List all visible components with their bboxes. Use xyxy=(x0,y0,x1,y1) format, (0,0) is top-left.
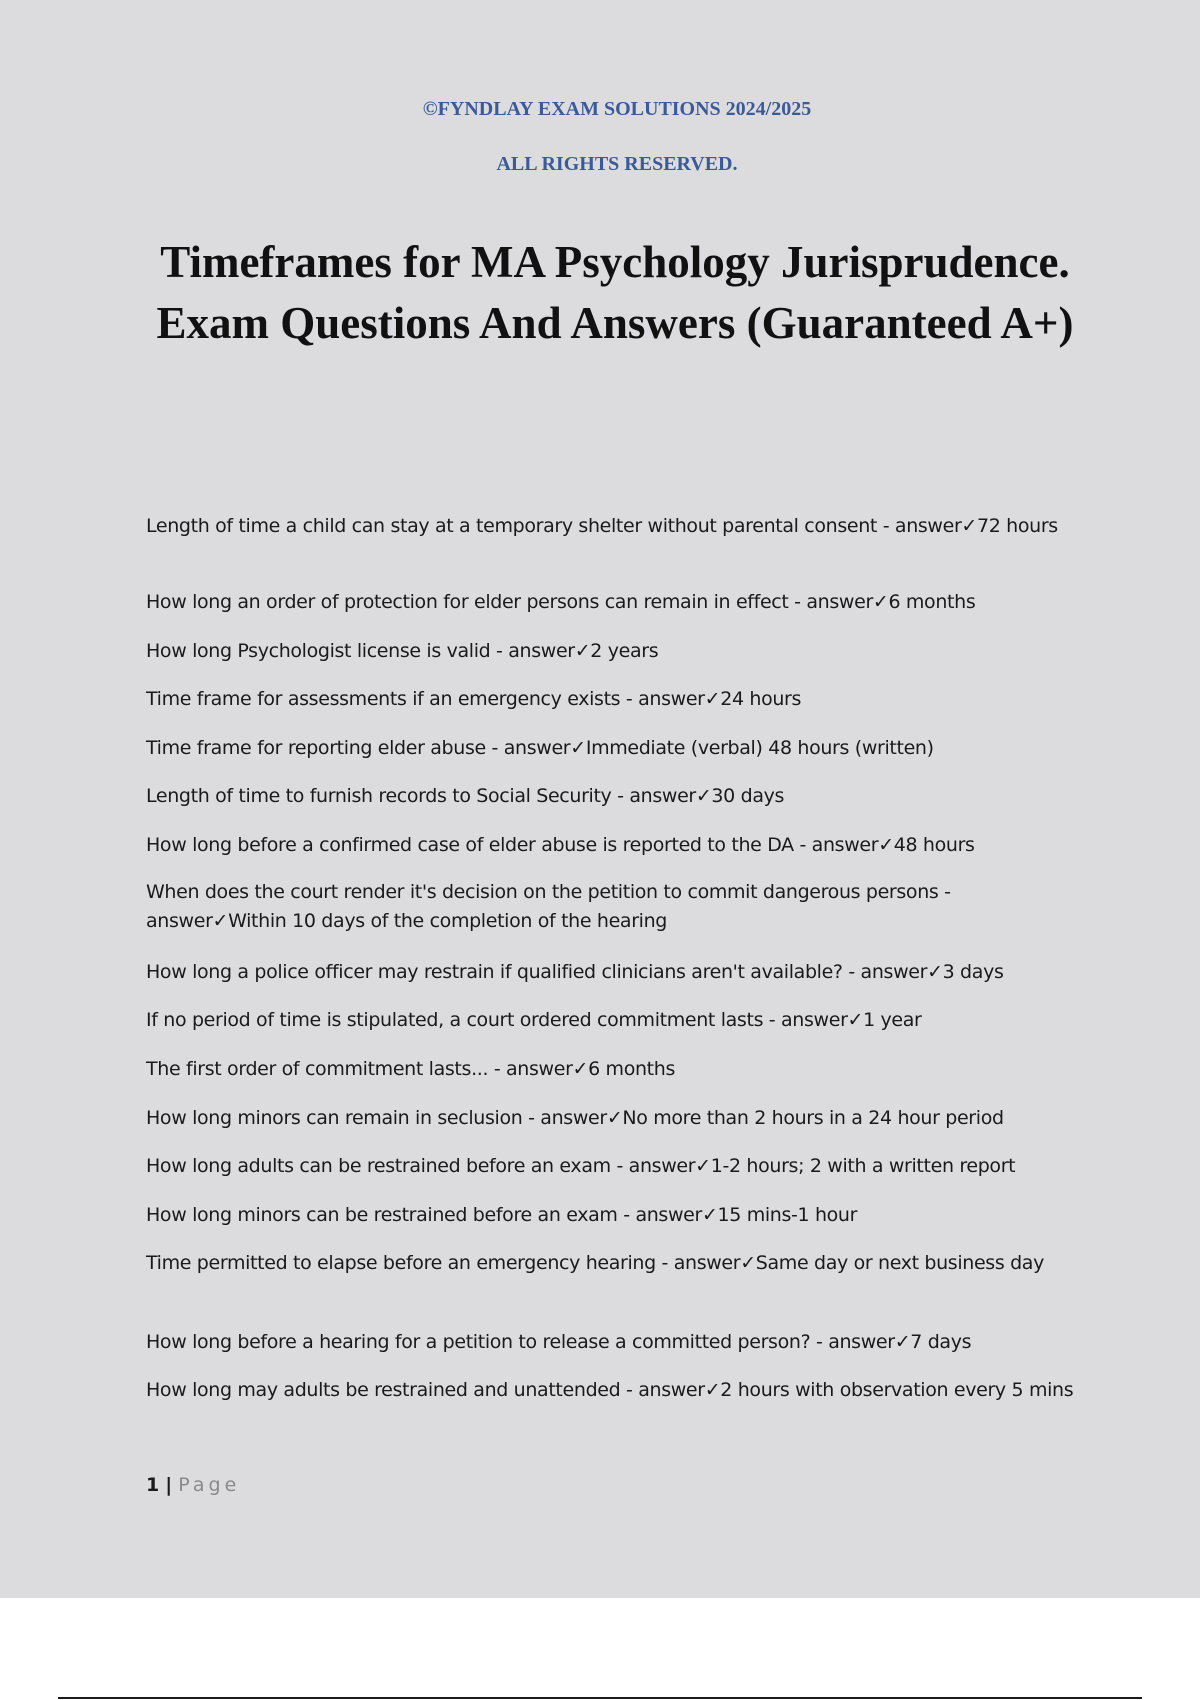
copyright-header: ©FYNDLAY EXAM SOLUTIONS 2024/2025 xyxy=(422,98,812,120)
page-label: Page xyxy=(178,1474,241,1496)
qa-item: Time frame for assessments if an emergency exists - answer✓24 hours xyxy=(146,688,802,710)
page-footer xyxy=(146,1474,240,1496)
qa-item: How long before a hearing for a petition to release a committed person? - answer✓7 days xyxy=(146,1331,972,1353)
qa-item: How long Psychologist license is valid - answer✓2 years xyxy=(146,640,659,662)
qa-item: How long before a confirmed case of elder abuse is reported to the DA - answer✓48 hours xyxy=(146,834,975,856)
qa-item: How long may adults be restrained and unattended - answer✓2 hours with observation every 5 mins xyxy=(146,1379,1074,1401)
qa-item: Length of time a child can stay at a temporary shelter without parental consent - answer✓72 hours xyxy=(146,515,1058,537)
qa-item: How long minors can remain in seclusion - answer✓No more than 2 hours in a 24 hour period xyxy=(146,1107,1004,1129)
qa-item: Time frame for reporting elder abuse - answer✓Immediate (verbal) 48 hours (written) xyxy=(146,737,934,759)
document-title: Timeframes for MA Psychology Jurisprudence. Exam Questions And Answers (Guaranteed A+) xyxy=(156,237,1074,348)
qa-item: How long adults can be restrained before an exam - answer✓1-2 hours; 2 with a written report xyxy=(146,1155,1016,1177)
qa-item: How long an order of protection for elder persons can remain in effect - answer✓6 months xyxy=(146,591,976,613)
page-divider xyxy=(58,1697,1142,1699)
qa-item: Time permitted to elapse before an emergency hearing - answer✓Same day or next business day xyxy=(146,1252,1044,1274)
qa-item: Length of time to furnish records to Social Security - answer✓30 days xyxy=(146,785,785,807)
qa-item: When does the court render it's decision on the petition to commit dangerous persons - answer✓Within 10 days of the completion of the hearing xyxy=(146,881,951,932)
qa-item: How long minors can be restrained before an exam - answer✓15 mins-1 hour xyxy=(146,1204,858,1226)
page-separator: | xyxy=(165,1474,173,1496)
qa-item: How long a police officer may restrain if qualified clinicians aren't available? - answer✓3 days xyxy=(146,961,1004,983)
page-number: 1 xyxy=(146,1474,160,1496)
rights-header: ALL RIGHTS RESERVED. xyxy=(496,153,738,175)
qa-item: The first order of commitment lasts... - answer✓6 months xyxy=(146,1058,676,1080)
qa-item: If no period of time is stipulated, a court ordered commitment lasts - answer✓1 year xyxy=(146,1009,922,1031)
